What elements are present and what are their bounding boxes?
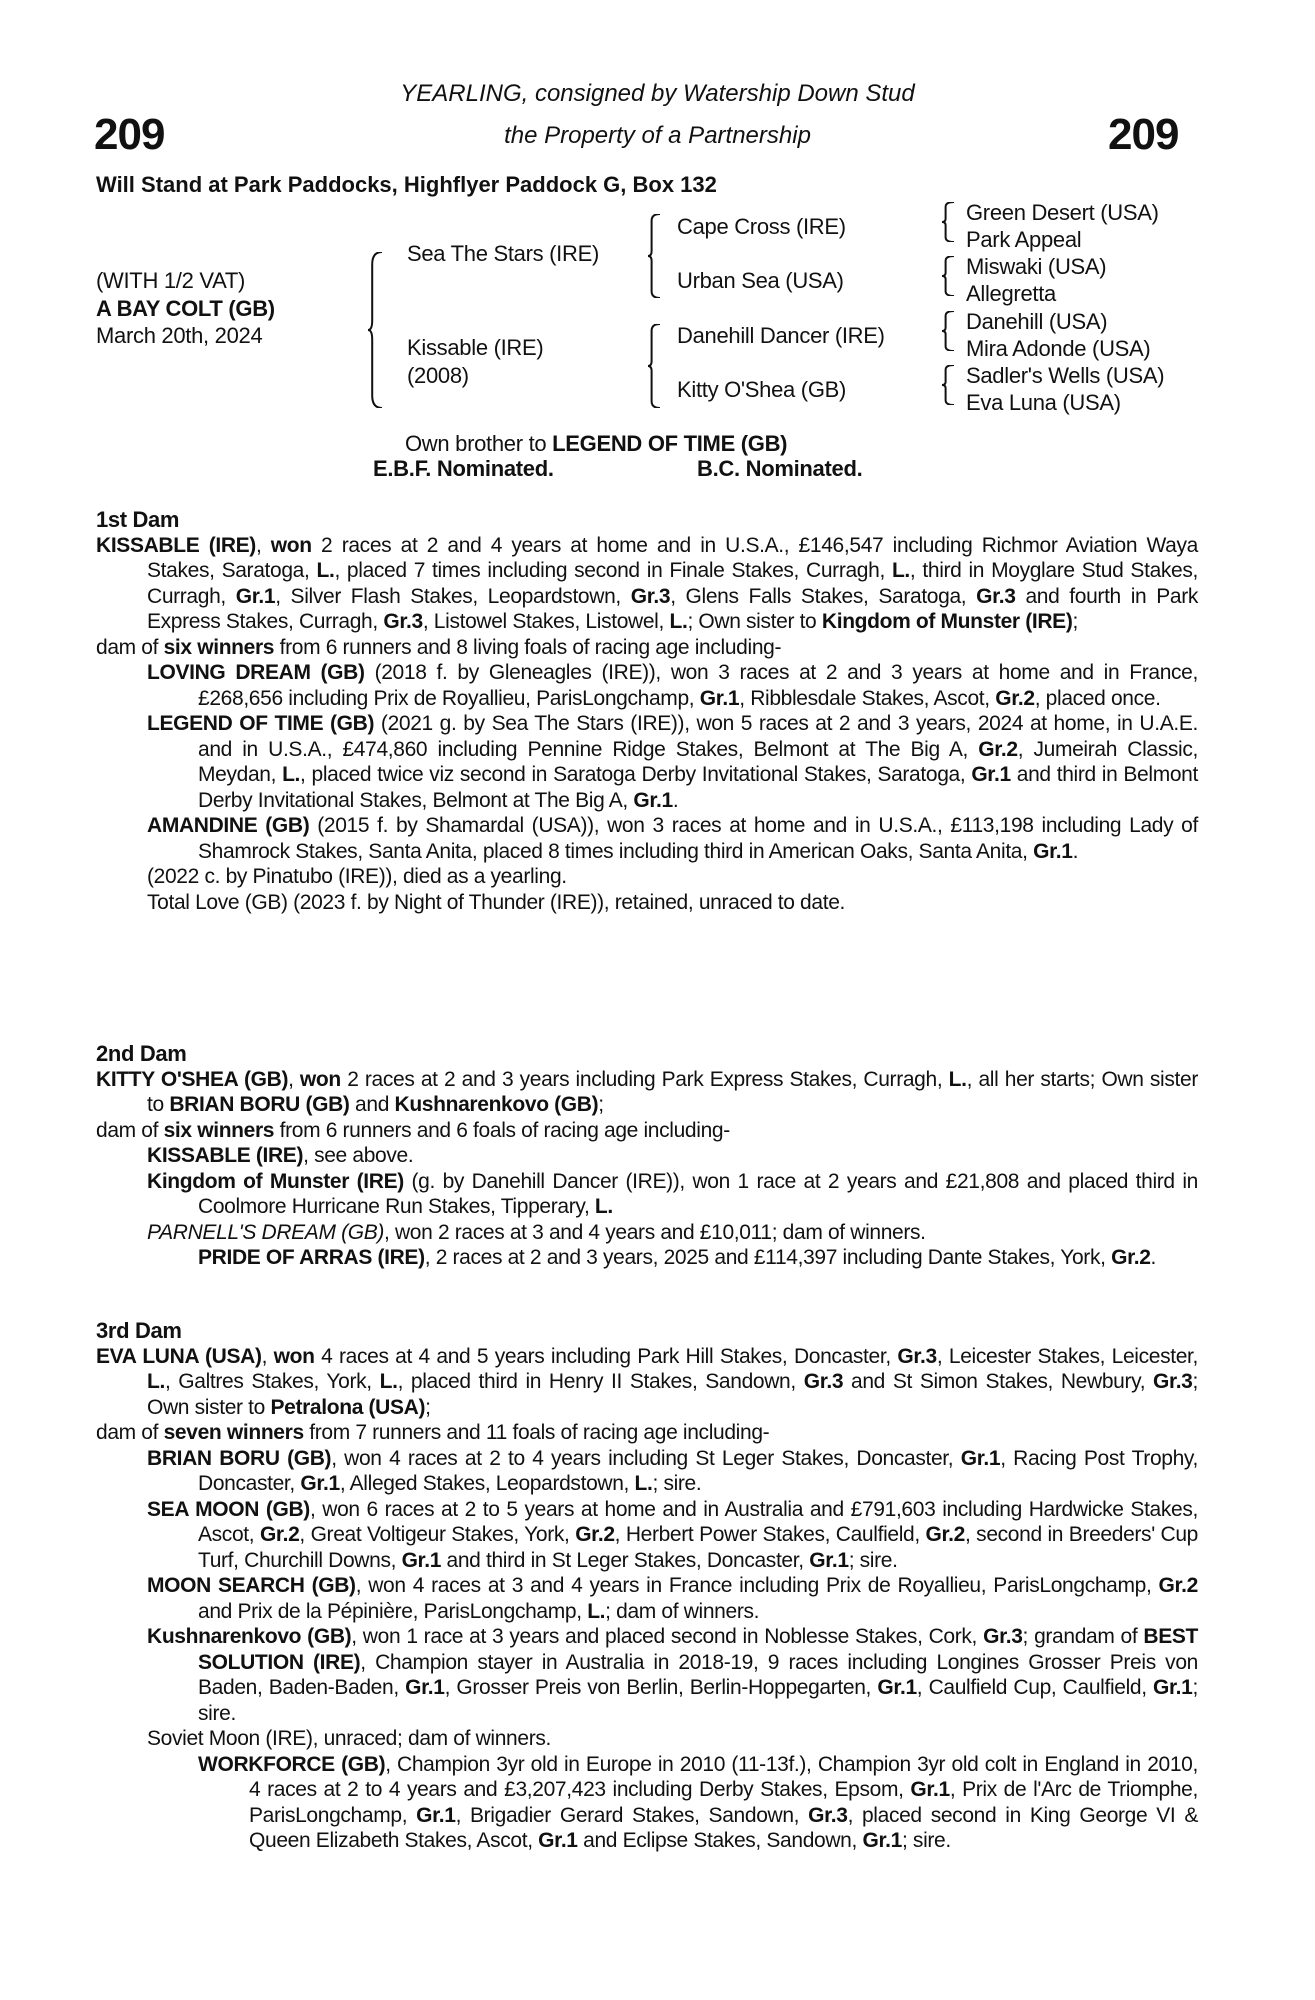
bold-text: Petralona (USA) [270,1395,426,1419]
entry-text: ; [1072,610,1078,633]
bold-text: Kushnarenkovo (GB) [147,1625,352,1648]
entry-text: dam of [96,1118,164,1142]
entry-text: ; Own sister to [147,1370,1199,1419]
bold-text: L. [379,1370,398,1393]
own-brother-prefix: Own brother to [405,431,553,456]
entry-text: , Caulfield Cup, Caulfield, [916,1676,1154,1699]
bold-text: Kingdom of Munster (IRE) [821,610,1073,633]
own-brother-note [405,431,787,457]
family-entry [96,1143,1198,1169]
lot-number-left: 209 [94,110,165,159]
pedigree-brace-g3-1 [942,202,954,242]
second-dam-section [96,1041,1198,1271]
italic-text: PARNELL'S DREAM (GB) [147,1220,385,1244]
bold-text: Gr.2 [995,686,1035,710]
bold-text: Gr.2 [978,737,1018,761]
bold-text: BRIAN BORU (GB) [147,1446,332,1470]
bold-text: Gr.3 [983,1625,1023,1648]
bold-text: Gr.1 [235,584,276,608]
pedigree-dam: Kissable (IRE) [407,335,544,360]
family-entry [96,1573,1198,1624]
entry-text: , Grosser Preis von Berlin, Berlin-Hoppegarten, [444,1676,878,1699]
entry-text: ; sire. [652,1472,702,1495]
entry-text: , Glens Falls Stakes, Saratoga, [670,584,977,608]
entry-text: , won 6 races at 2 to 5 years at home and in Australia and £791,603 including Hardwicke Stakes, Ascot, [198,1497,1199,1546]
entry-text: , placed 7 times including second in Finale Stakes, Curragh, [334,559,892,582]
pedigree-brace-sire [648,214,660,298]
entry-text: ; sire. [848,1548,898,1572]
family-entry [96,1067,1198,1118]
entry-text: , Prix de l'Arc de Triomphe, ParisLongchamp, [249,1778,1198,1827]
entry-text: , Champion 3yr old in Europe in 2010 (11-13f.), Champion 3yr old colt in England in 2010, 4 races at 2 to 4 years and £3,207,423 including Derby Stakes, Epsom, [249,1752,1198,1801]
bold-text: KISSABLE (IRE) [147,1144,304,1167]
bold-text: six winners [163,1118,275,1142]
bold-text: won [273,1344,315,1368]
entry-text: , Alleged Stakes, Leopardstown, [339,1472,635,1495]
entry-text: , Galtres Stakes, York, [164,1370,380,1393]
bold-text: L. [891,559,910,582]
bold-text: Gr.1 [1153,1676,1193,1699]
entry-text: , Herbert Power Stakes, Caulfield, [614,1523,926,1546]
entry-text: , Champion stayer in Australia in 2018-19, 9 races including Longines Grosser Preis von Baden, Baden-Baden, [198,1650,1198,1699]
bold-text: L. [316,559,335,582]
entry-text: and third in Belmont Derby Invitational Stakes, Belmont at The Big A, [198,763,1198,812]
entry-text: , Racing Post Trophy, Doncaster, [198,1446,1199,1495]
pedigree-dams-dam: Kitty O'Shea (GB) [677,377,847,402]
entry-text: , won 4 races at 2 to 4 years including St Leger Stakes, Doncaster, [331,1446,961,1470]
entry-text: , placed twice viz second in Saratoga Derby Invitational Stakes, Saratoga, [300,763,972,786]
family-entry [96,864,1198,890]
entry-text: . [672,788,679,812]
bold-text: L. [587,1599,606,1623]
entry-text: Soviet Moon (IRE), unraced; dam of winners. [147,1727,551,1750]
vat-note: (WITH 1/2 VAT) [96,268,245,293]
section-heading: 1st Dam [96,507,180,532]
family-entry [96,1446,1198,1497]
entry-text: , 2 races at 2 and 3 years, 2025 and £114,397 including Dante Stakes, York, [424,1246,1112,1269]
bold-text: PRIDE OF ARRAS (IRE) [198,1246,425,1269]
entry-text: , Jumeirah Classic, Meydan, [198,737,1199,786]
bold-text: BRIAN BORU (GB) [169,1093,350,1116]
family-entry [96,890,1198,916]
entry-text: and Prix de la Pépinière, ParisLongchamp, [198,1599,588,1623]
bold-text: Gr.1 [300,1472,340,1495]
bold-text: Gr.3 [976,584,1016,608]
foaling-date: March 20th, 2024 [96,323,263,348]
entry-text: , placed once. [1034,686,1161,710]
bc-nominated: B.C. Nominated. [697,456,863,481]
entry-text: , Silver Flash Stakes, Leopardstown, [275,584,631,608]
entry-text: (g. by Danehill Dancer (IRE)), won 1 race at 2 years and £21,808 and placed third in Coolmore Hurricane Run Stakes, Tipperary, [198,1169,1199,1218]
bold-text: Gr.1 [405,1676,445,1699]
entry-text: , won 2 races at 3 and 4 years and £10,011; dam of winners. [384,1220,926,1244]
pedigree-gg-7: Sadler's Wells (USA) [966,363,1165,388]
family-entry [96,533,1198,635]
entry-text: . [1072,839,1079,863]
pedigree-sire: Sea The Stars (IRE) [407,241,599,266]
entry-text: ; dam of winners. [605,1599,760,1623]
bold-text: Gr.3 [1153,1370,1193,1393]
entry-text: , [288,1067,300,1091]
bold-text: AMANDINE (GB) [147,814,310,837]
pedigree-dams-sire: Danehill Dancer (IRE) [677,323,885,348]
family-entry [96,1220,1198,1246]
pedigree-gg-4: Allegretta [966,281,1056,306]
bold-text: MOON SEARCH (GB) [147,1574,356,1597]
entry-text: , all her starts; Own sister to [147,1067,1198,1116]
section-heading: 3rd Dam [96,1318,182,1343]
pedigree-brace-dam [648,324,660,408]
entry-text: , Leicester Stakes, Leicester, [936,1344,1199,1368]
bold-text: Gr.1 [538,1829,578,1852]
family-entry [96,813,1198,864]
entry-text: , won 1 race at 3 years and placed second in Noblesse Stakes, Cork, [351,1625,984,1648]
entry-text: from 6 runners and 8 living foals of racing age including- [274,635,782,659]
bold-text: EVA LUNA (USA) [96,1344,262,1368]
bold-text: Gr.1 [809,1548,849,1572]
pedigree-dam-year: (2008) [407,363,469,388]
bold-text: Gr.3 [383,610,423,633]
pedigree-sires-sire: Cape Cross (IRE) [677,214,846,239]
entry-text: Total Love (GB) (2023 f. by Night of Thunder (IRE)), retained, unraced to date. [147,890,846,914]
bold-text: Gr.1 [416,1803,456,1827]
bold-text: Gr.3 [897,1344,937,1368]
entry-text: (2018 f. by Gleneagles (IRE)), won 3 races at 2 and 3 years at home and in France, £268,656 including Prix de Royallieu, ParisLongchamp, [198,661,1198,710]
pedigree-gg-3: Miswaki (USA) [966,254,1107,279]
bold-text: Kingdom of Munster (IRE) [147,1169,404,1193]
bold-text: Gr.2 [925,1523,965,1546]
bold-text: Gr.3 [808,1803,848,1827]
entry-text: ; [598,1093,604,1116]
entry-text: , [255,533,271,557]
family-entry [96,660,1198,711]
produce-summary [96,1118,1198,1144]
entry-text: , placed third in Henry II Stakes, Sandown, [397,1370,804,1393]
entry-text: dam of [96,635,164,659]
bold-text: Kushnarenkovo (GB) [394,1093,599,1116]
bold-text: L. [634,1472,653,1495]
consignor-line: YEARLING, consigned by Watership Down Stud [400,80,915,107]
entry-text: 2 races at 2 and 3 years including Park Express Stakes, Curragh, [340,1067,949,1091]
bold-text: Gr.1 [633,788,673,812]
lot-description: A BAY COLT (GB) [96,296,275,321]
entry-text: and Eclipse Stakes, Sandown, [577,1829,863,1852]
entry-text: , see above. [303,1144,414,1167]
entry-text: , Brigadier Gerard Stakes, Sandown, [455,1803,809,1827]
bold-text: SEA MOON (GB) [147,1497,310,1521]
entry-text: (2022 c. by Pinatubo (IRE)), died as a yearling. [147,865,567,888]
pedigree-sires-dam: Urban Sea (USA) [677,268,844,293]
bold-text: LOVING DREAM (GB) [147,661,365,684]
pedigree-gg-8: Eva Luna (USA) [966,390,1121,415]
section-heading: 2nd Dam [96,1041,187,1066]
family-entry [96,1344,1198,1421]
pedigree-gg-2: Park Appeal [966,227,1082,252]
bold-text: Gr.2 [1158,1574,1198,1597]
family-entry [96,1752,1198,1854]
stand-location: Will Stand at Park Paddocks, Highflyer Paddock G, Box 132 [96,172,717,197]
pedigree-brace-g3-4 [942,365,954,405]
produce-summary [96,635,1198,661]
entry-text: , placed second in King George VI & Queen Elizabeth Stakes, Ascot, [249,1803,1199,1852]
pedigree-brace-g3-3 [942,311,954,351]
third-dam-section [96,1318,1198,1854]
bold-text: KITTY O'SHEA (GB) [96,1067,289,1091]
entry-text: and fourth in Park Express Stakes, Curragh, [147,584,1199,633]
entry-text: , [261,1344,274,1368]
bold-text: LEGEND OF TIME (GB) [147,712,375,735]
bold-text: Gr.1 [862,1829,902,1852]
bold-text: L. [147,1370,165,1393]
bold-text: L. [594,1195,613,1218]
bold-text: Gr.1 [1033,839,1073,863]
entry-text: and [349,1093,395,1116]
own-brother-name: LEGEND OF TIME (GB) [552,431,788,456]
bold-text: won [299,1067,341,1091]
entry-text: . [1150,1246,1157,1269]
entry-text: and St Simon Stakes, Newbury, [843,1370,1154,1393]
bold-text: won [270,533,312,557]
bold-text: Gr.2 [575,1523,615,1546]
bold-text: Gr.2 [259,1523,300,1546]
entry-text: ; sire. [901,1829,951,1852]
bold-text: seven winners [163,1421,304,1444]
pedigree-gg-1: Green Desert (USA) [966,200,1159,225]
pedigree-brace-g3-2 [942,256,954,296]
bold-text: Gr.1 [971,763,1011,786]
entry-text: dam of [96,1421,164,1444]
family-entry [96,1624,1198,1726]
bold-text: Gr.1 [401,1548,442,1572]
pedigree-gg-5: Danehill (USA) [966,309,1108,334]
bold-text: L. [669,610,688,633]
entry-text: , third in Moyglare Stud Stakes, Curragh, [147,559,1199,608]
bold-text: Gr.1 [960,1446,1001,1470]
bold-text: WORKFORCE (GB) [198,1752,386,1776]
entry-text: ; Own sister to [687,610,822,633]
bold-text: Gr.1 [910,1778,950,1801]
family-entry [96,711,1198,813]
entry-text: , second in Breeders' Cup Turf, Churchill Downs, [198,1523,1199,1572]
entry-text: and third in St Leger Stakes, Doncaster, [441,1548,810,1572]
bold-text: six winners [163,635,275,659]
bold-text: BEST SOLUTION (IRE) [198,1625,1198,1674]
pedigree-brace-gen1 [368,252,382,408]
entry-text: 2 races at 2 and 4 years at home and in U.S.A., £146,547 including Richmor Aviation Waya Stakes, Saratoga, [147,533,1198,582]
entry-text: (2021 g. by Sea The Stars (IRE)), won 5 races at 2 and 3 years, 2024 at home, in U.A.E. and in U.S.A., £474,860 including Pennine Ridge Stakes, Belmont at The Big A, [198,712,1199,761]
bold-text: Gr.3 [630,584,671,608]
family-entry [96,1169,1198,1220]
bold-text: Gr.3 [803,1370,844,1393]
family-entry [96,1497,1198,1574]
entry-text: from 6 runners and 6 foals of racing age including- [274,1118,730,1142]
entry-text: , won 4 races at 3 and 4 years in France including Prix de Royallieu, ParisLongchamp, [355,1574,1159,1597]
bold-text: Gr.1 [877,1676,917,1699]
property-line: the Property of a Partnership [504,122,811,149]
lot-number-right: 209 [1108,110,1179,159]
pedigree-gg-6: Mira Adonde (USA) [966,336,1151,361]
family-entry [96,1726,1198,1752]
ebf-nominated: E.B.F. Nominated. [373,456,554,481]
entry-text: (2015 f. by Shamardal (USA)), won 3 races at home and in U.S.A., £113,198 including Lady of Shamrock Stakes, Santa Anita, placed 8 times including third in American Oaks, Santa Anita, [198,814,1198,863]
entry-text: , Listowel Stakes, Listowel, [422,610,670,633]
bold-text: KISSABLE (IRE) [96,533,256,557]
entry-text: from 7 runners and 11 foals of racing age including- [303,1421,770,1444]
entry-text: 4 races at 4 and 5 years including Park Hill Stakes, Doncaster, [314,1344,898,1368]
entry-text: , Ribblesdale Stakes, Ascot, [739,686,996,710]
entry-text: ; grandam of [1022,1625,1144,1648]
bold-text: L. [282,763,301,786]
bold-text: Gr.1 [699,686,740,710]
entry-text: ; [425,1395,431,1419]
bold-text: L. [948,1067,967,1091]
entry-text: , Great Voltigeur Stakes, York, [299,1523,576,1546]
bold-text: Gr.2 [1111,1246,1151,1269]
first-dam-section [96,507,1198,915]
family-entry [96,1245,1198,1271]
entry-text: ; sire. [198,1676,1198,1725]
produce-summary [96,1420,1198,1446]
